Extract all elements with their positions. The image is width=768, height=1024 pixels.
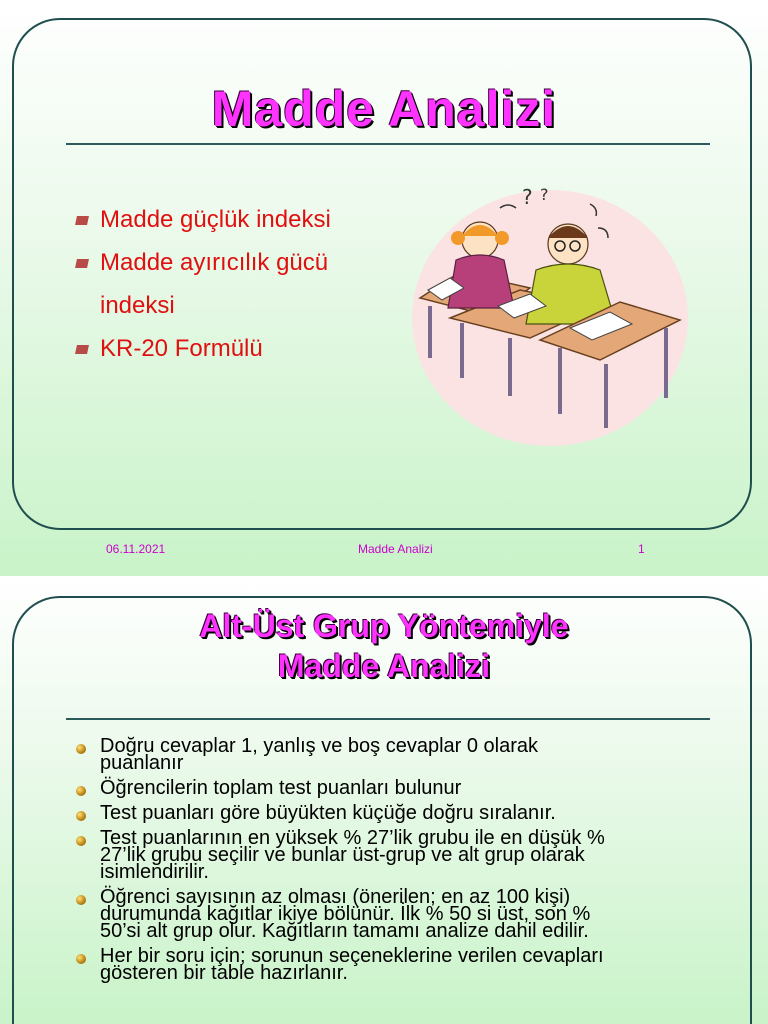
- list-item: [76, 327, 416, 370]
- bullet-line: durumunda kağıtlar ikiye bölünür. İlk % 50 si üst, son %: [100, 903, 591, 925]
- slide-title: Madde Analizi: [211, 81, 557, 137]
- list-item: [76, 886, 716, 942]
- bullet-text: Madde ayırıcılık gücü: [100, 249, 329, 276]
- bullet-line: isimlendirilir.: [100, 861, 209, 883]
- list-item: [76, 945, 716, 984]
- list-item: [76, 827, 716, 883]
- bullet-dot-icon: [76, 811, 86, 821]
- title-divider: [66, 143, 710, 145]
- bullet-list: [76, 735, 716, 990]
- students-desk-illustration: [410, 178, 690, 450]
- footer-date: 06.11.2021: [106, 542, 166, 556]
- bullet-line: Öğrenci sayısının az olması (önerilen; en az 100 kişi): [100, 886, 571, 908]
- bullet-square-icon: [75, 216, 89, 225]
- bullet-line: 50’si alt grup olur. Kağıtların tamamı analize dahil edilir.: [100, 920, 589, 942]
- bullet-text: indeksi: [100, 292, 175, 319]
- svg-text:?: ?: [522, 185, 533, 209]
- svg-text:?: ?: [540, 185, 549, 204]
- list-item: [76, 735, 716, 774]
- bullet-text: KR-20 Formülü: [100, 335, 263, 362]
- bullet-dot-icon: [76, 836, 86, 846]
- footer-title: Madde Analizi: [358, 542, 433, 556]
- bullet-line: Her bir soru için; sorunun seçeneklerine verilen cevapları: [100, 945, 604, 967]
- slide-title-line: Alt-Üst Grup Yöntemiyle: [199, 608, 569, 644]
- bullet-line: 27’lik grubu seçilir ve bunlar üst-grup ve alt grup olarak: [100, 844, 585, 866]
- list-item: [76, 777, 716, 799]
- bullet-line: Doğru cevaplar 1, yanlış ve boş cevaplar 0 olarak: [100, 735, 539, 757]
- bullet-list: [76, 198, 416, 370]
- list-item-continuation: [76, 284, 416, 327]
- bullet-dot-icon: [76, 744, 86, 754]
- list-item: [76, 198, 416, 241]
- bullet-square-icon: [75, 259, 89, 268]
- bullet-line: puanlanır: [100, 752, 184, 774]
- slide-title: [0, 606, 768, 686]
- bullet-square-icon: [75, 345, 89, 354]
- bullet-line: gösteren bir table hazırlanır.: [100, 962, 348, 984]
- bullet-dot-icon: [76, 895, 86, 905]
- bullet-line: Öğrencilerin toplam test puanları bulunur: [100, 777, 462, 799]
- list-item: [76, 241, 416, 284]
- bullet-dot-icon: [76, 786, 86, 796]
- slide-title-line: Madde Analizi: [277, 648, 491, 684]
- title-divider: [66, 718, 710, 720]
- footer-page-number: 1: [638, 542, 645, 556]
- bullet-dot-icon: [76, 954, 86, 964]
- bullet-text: Madde güçlük indeksi: [100, 206, 331, 233]
- bullet-line: Test puanları göre büyükten küçüğe doğru sıralanır.: [100, 802, 556, 824]
- bullet-line: Test puanlarının en yüksek % 27’lik grubu ile en düşük %: [100, 827, 605, 849]
- list-item: [76, 802, 716, 824]
- slide-2: [0, 576, 768, 1024]
